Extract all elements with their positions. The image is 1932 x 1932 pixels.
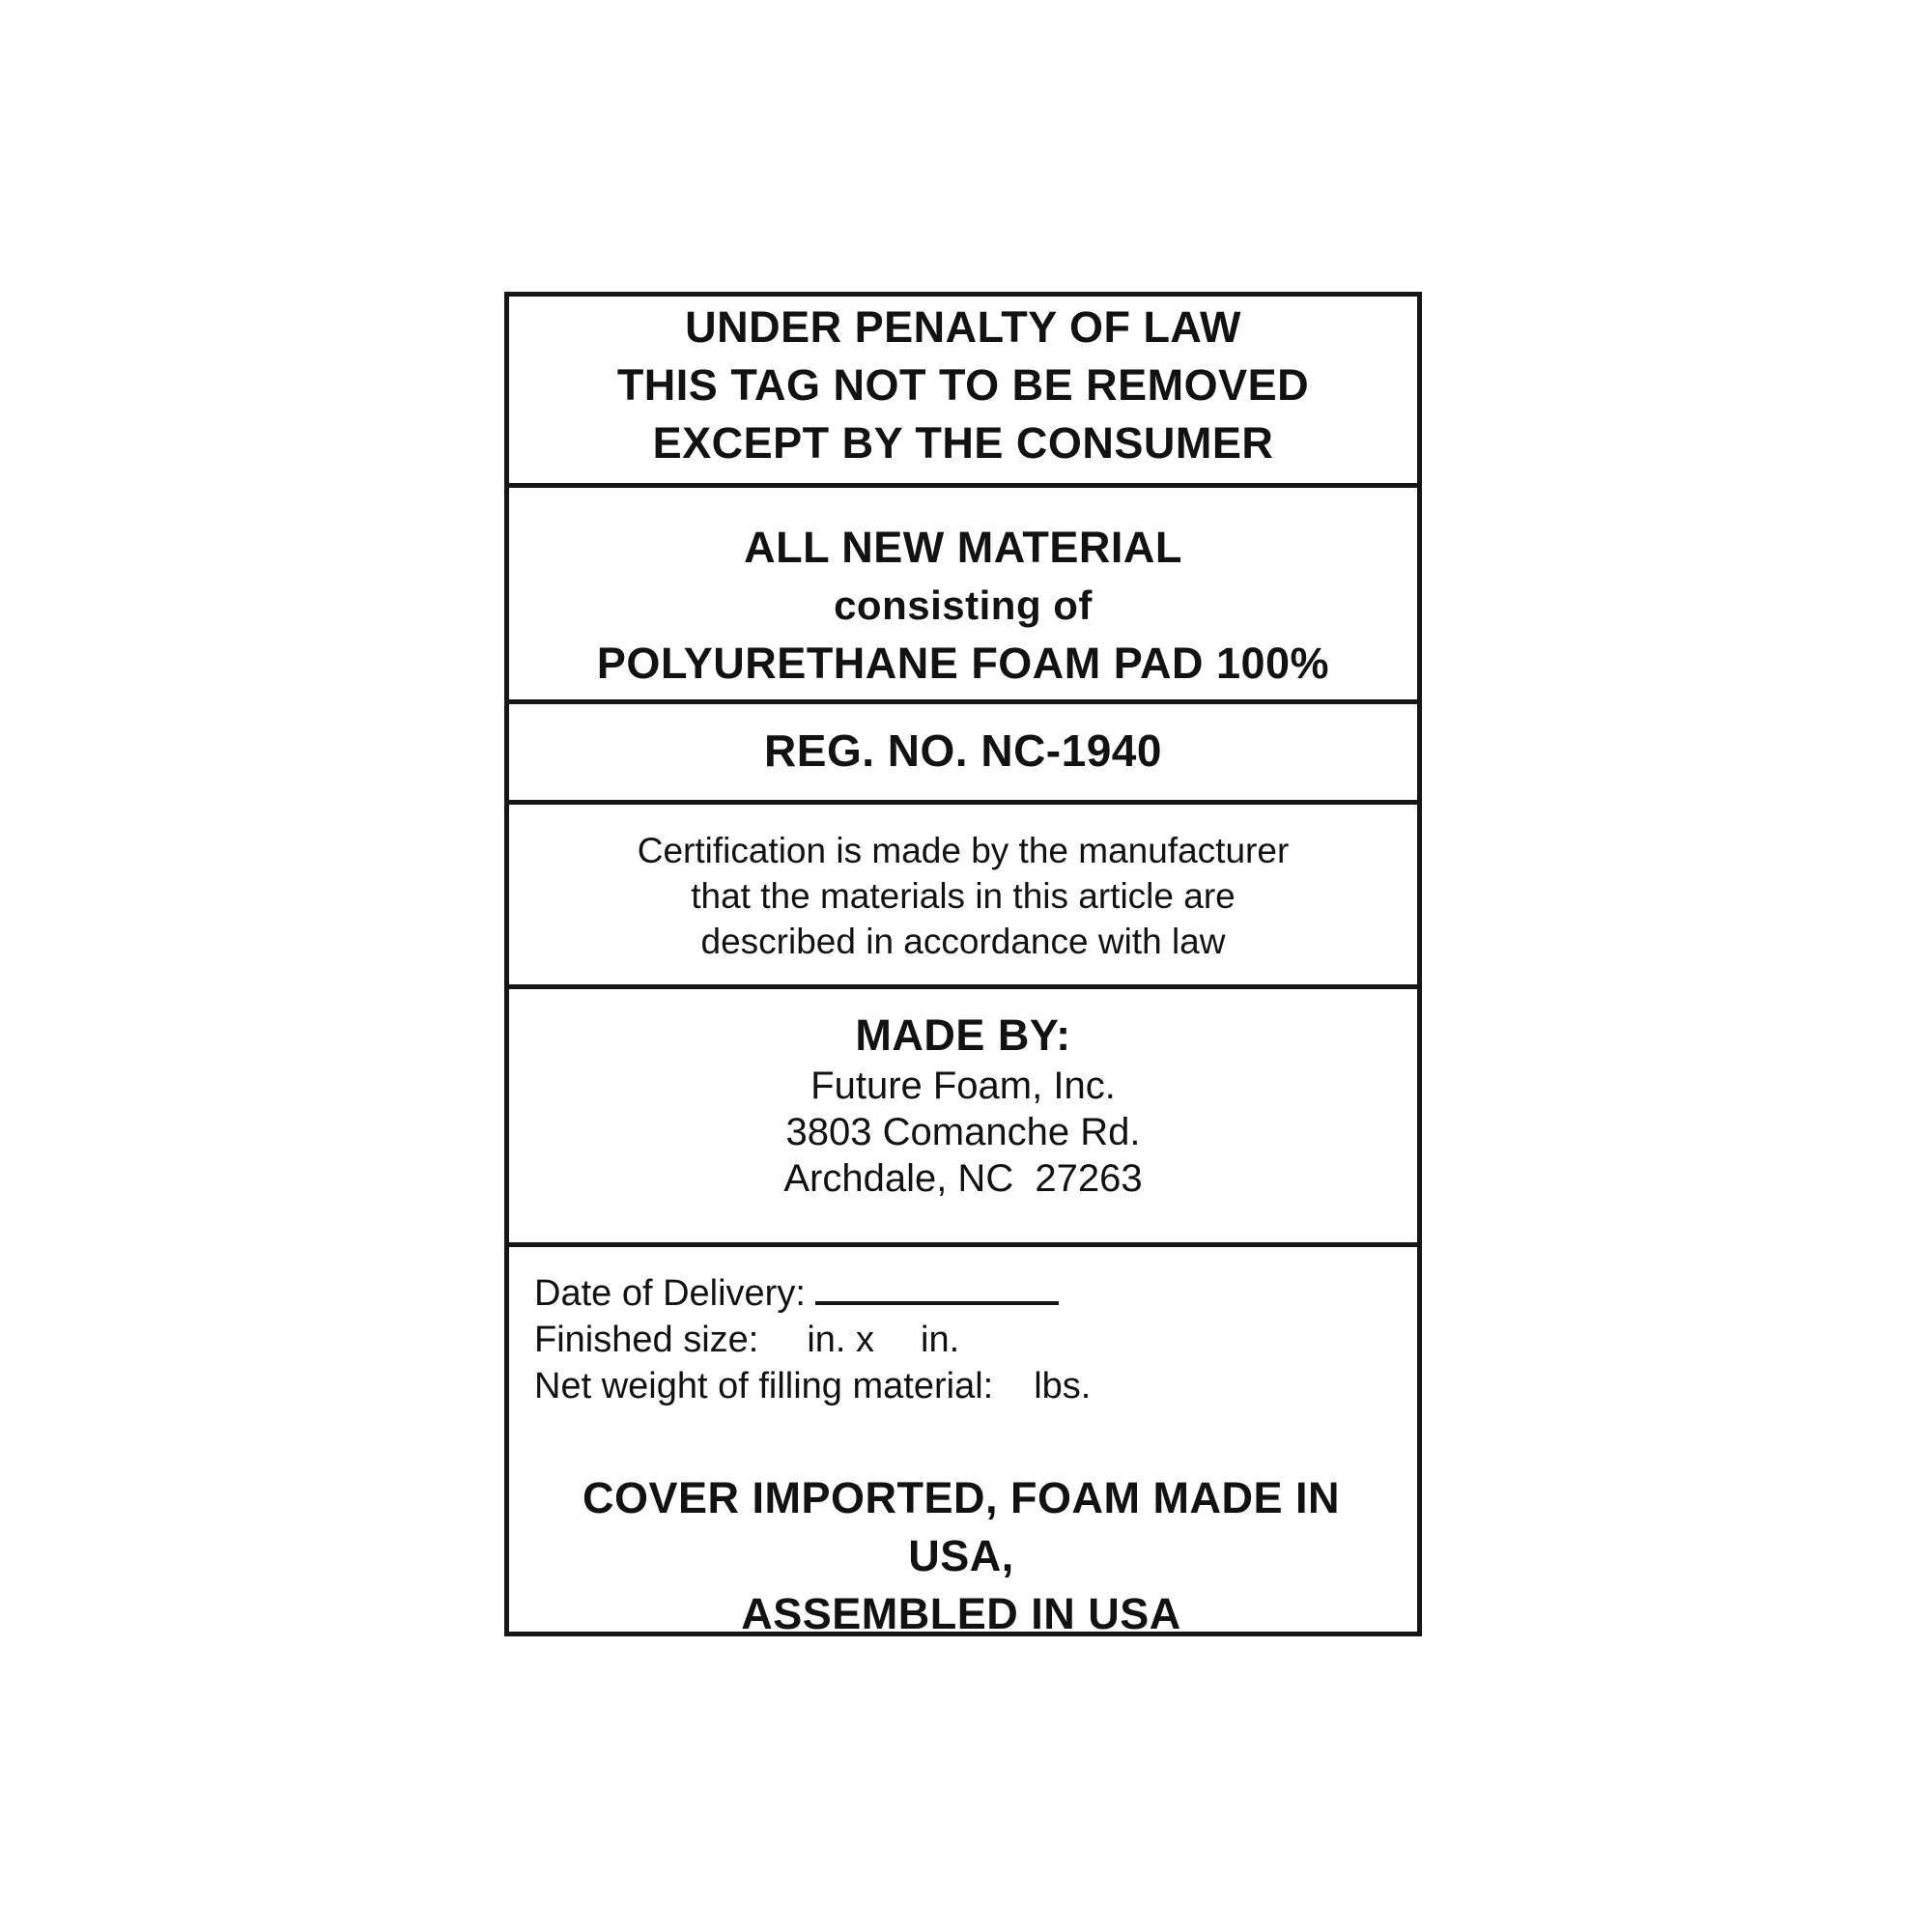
registration-number: REG. NO. NC-1940 (764, 725, 1162, 777)
material-contents-section (509, 488, 1417, 705)
finished-size-row (534, 1317, 1388, 1363)
penalty-line-3: EXCEPT BY THE CONSUMER (652, 418, 1274, 468)
law-label-tag (504, 292, 1422, 1636)
origin-line-2: ASSEMBLED IN USA (741, 1589, 1181, 1632)
manufacturer-name: Future Foam, Inc. (810, 1065, 1116, 1108)
net-weight-row (534, 1363, 1388, 1409)
manufacturer-city-state-zip: Archdale, NC 27263 (783, 1157, 1143, 1201)
material-line-2: consisting of (834, 582, 1093, 628)
origin-statement (534, 1469, 1388, 1632)
made-by-heading: MADE BY: (855, 1010, 1071, 1061)
material-line-1: ALL NEW MATERIAL (744, 522, 1182, 572)
manufacturer-section (509, 989, 1417, 1247)
finished-size-unit-2: in. (921, 1320, 960, 1361)
certification-section (509, 805, 1417, 990)
date-of-delivery-row (534, 1268, 1388, 1317)
finished-size-label: Finished size: (534, 1320, 759, 1361)
net-weight-unit: lbs. (1034, 1366, 1092, 1407)
material-line-3: POLYURETHANE FOAM PAD 100% (596, 638, 1330, 688)
origin-line-1: COVER IMPORTED, FOAM MADE IN USA, (582, 1473, 1340, 1581)
finished-size-unit-1: in. x (807, 1320, 875, 1361)
date-of-delivery-label: Date of Delivery: (534, 1273, 806, 1315)
net-weight-label: Net weight of filling material: (534, 1366, 994, 1407)
details-section (509, 1247, 1417, 1632)
registration-number-section (509, 704, 1417, 804)
penalty-line-1: UNDER PENALTY OF LAW (685, 302, 1241, 352)
penalty-line-2: THIS TAG NOT TO BE REMOVED (616, 360, 1310, 410)
penalty-notice-section (509, 297, 1417, 488)
manufacturer-street: 3803 Comanche Rd. (785, 1111, 1141, 1154)
certification-line-2: that the materials in this article are (691, 875, 1236, 916)
certification-line-3: described in accordance with law (700, 921, 1226, 961)
certification-line-1: Certification is made by the manufacturer (637, 830, 1290, 870)
date-of-delivery-blank-line (815, 1268, 1059, 1305)
